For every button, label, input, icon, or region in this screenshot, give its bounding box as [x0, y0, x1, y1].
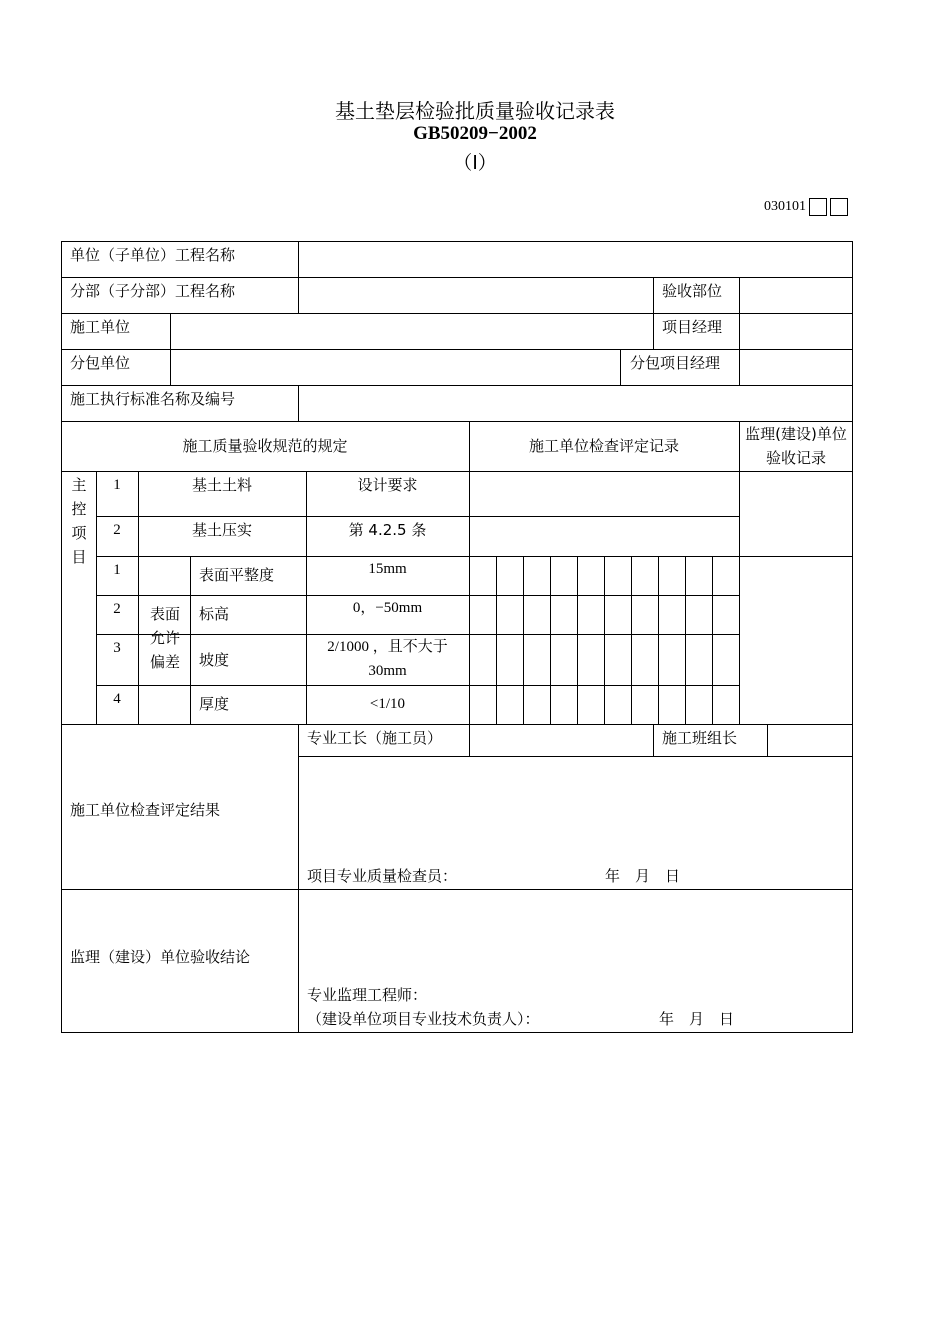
standard-name-label: 施工执行标准名称及编号: [70, 390, 236, 408]
form-part: （Ⅰ）: [453, 153, 497, 174]
spec-header: 施工质量验收规范的规定: [182, 437, 348, 455]
tolerance-item-name: 表面平整度: [199, 566, 275, 584]
tolerance-item-requirement: <1/10: [369, 696, 406, 712]
foreman-field[interactable]: [472, 727, 651, 754]
foreman-label: 专业工长（施工员）: [307, 729, 443, 747]
inspection-form: [61, 241, 853, 1033]
subcontract-manager-field[interactable]: [742, 351, 850, 383]
quality-inspector-label: 项目专业质量检查员：: [307, 867, 458, 885]
accept-part-field[interactable]: [742, 279, 850, 311]
form-code: [764, 198, 848, 216]
supervision-conclusion-label: 监理（建设）单位验收结论: [70, 948, 251, 966]
tolerance-item-name: 厚度: [199, 695, 230, 713]
main-item-no: 2: [113, 522, 121, 538]
owner-technical-lead-label: （建设单位项目专业技术负责人）：: [307, 1010, 540, 1028]
main-item-name: 基土土料: [191, 476, 252, 494]
tolerance-item-name: 坡度: [199, 651, 230, 669]
tolerance-item-no: 3: [113, 640, 121, 656]
conclusion-date: 年 月 日: [659, 1010, 735, 1028]
main-item-name: 基土压实: [191, 521, 252, 539]
supervision-engineer-label: 专业监理工程师：: [307, 986, 428, 1004]
division-project-name-field[interactable]: [301, 279, 651, 311]
construction-unit-field[interactable]: [173, 315, 651, 347]
check-record-header: 施工单位检查评定记录: [528, 437, 679, 455]
project-manager-label: 项目经理: [662, 318, 723, 336]
form-code-box-2[interactable]: [830, 198, 848, 216]
division-project-name-label: 分部（子分部）工程名称: [70, 282, 236, 300]
tolerance-item-requirement: 0，−50mm: [352, 600, 423, 616]
subcontract-unit-field[interactable]: [173, 351, 618, 383]
tolerance-item-no: 1: [113, 562, 121, 578]
construction-unit-label: 施工单位: [70, 318, 131, 336]
tolerance-item-no: 4: [113, 691, 121, 707]
form-title: 基土垫层检验批质量验收记录表: [335, 99, 615, 123]
tolerance-item-no: 2: [113, 601, 121, 617]
standard-name-field[interactable]: [301, 387, 849, 419]
main-item-requirement: 设计要求: [357, 476, 418, 494]
subcontract-manager-label: 分包项目经理: [630, 354, 721, 372]
tolerance-item-requirement: 2/1000 ，且不大于 30mm: [327, 639, 448, 679]
project-manager-field[interactable]: [742, 315, 850, 347]
standard-code: GB50209−2002: [413, 123, 537, 144]
accept-part-label: 验收部位: [662, 282, 723, 300]
form-code-number: 030101: [764, 199, 806, 214]
main-items-group-label: 主控项目: [71, 476, 87, 566]
team-leader-field[interactable]: [770, 727, 850, 754]
construction-result-label: 施工单位检查评定结果: [70, 801, 221, 819]
result-date: 年 月 日: [605, 867, 681, 885]
supervision-header: 监理(建设)单位验收记录: [745, 425, 847, 467]
unit-project-name-label: 单位（子单位）工程名称: [70, 246, 236, 264]
team-leader-label: 施工班组长: [662, 729, 738, 747]
form-code-box-1[interactable]: [809, 198, 827, 216]
tolerance-item-name: 标高: [199, 605, 230, 623]
subcontract-unit-label: 分包单位: [70, 354, 131, 372]
main-item-requirement: 第 4.2.5 条: [348, 521, 427, 539]
tolerance-item-requirement: 15mm: [368, 561, 407, 577]
unit-project-name-field[interactable]: [301, 243, 849, 275]
tolerance-group-label: 表面允许偏差: [149, 605, 180, 671]
main-item-no: 1: [113, 477, 121, 493]
